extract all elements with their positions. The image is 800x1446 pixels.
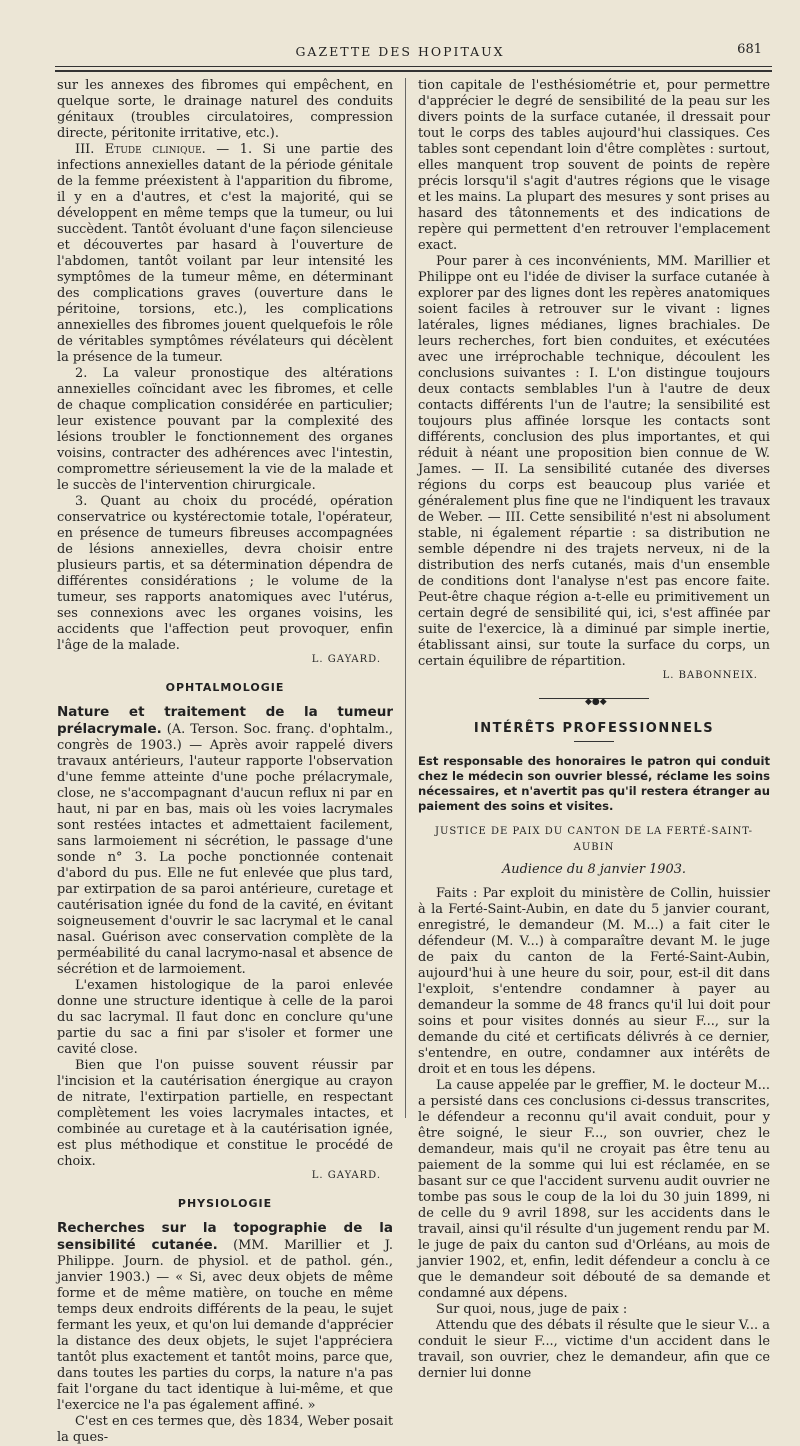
article-paragraph (57, 1220, 393, 1414)
paragraph: Pour parer à ces inconvénients, MM. Marillier et Philippe ont eu l'idée de diviser la surface cutanée à explorer par des lignes dont les repères anatomiques soient faciles à retrouver sur le vivant : lignes latérales, lignes médianes, lignes brachiales. De leurs recherches, fort bien conduites, et exécutées avec une irréprochable technique, découlent les conclusions suivantes : I. L'on distingue toujours deux contacts semblables l'un à l'autre de deux contacts différents l'un de l'autre; la sensibilité est toujours plus affinée lorsque les contacts sont différents, conclusion des plus importantes, et qui réduit à néant une proposition bien connue de W. James. — II. La sensibilité cutanée des diverses régions du corps est beaucoup plus variée et généralement plus fine que ne l'indiquent les travaux de Weber. — III. Cette sensibilité n'est ni absolument stable, ni également répartie : sa distribution ne semble dépendre ni des trajets nerveux, ni de la distribution des nerfs cutanés, mais d'un ensemble de conditions dont l'analyse n'est pas encore faite. Peut-être chaque région a-t-elle eu primitivement un certain degré de sensibilité qui, ici, s'est affinée par suite de l'exercice, là a diminué par simple inertie, établissant ainsi, sur toute la surface du corps, un certain équilibre de répartition. (418, 254, 770, 669)
article-text: (MM. Marillier et J. Philippe. Journ. de physiol. et de pathol. gén., janvier 1903.) — « Si, avec deux objets de même forme et de même matière, on touche en même temps deux endroits différents de la peau, le sujet fermant les yeux, et qu'on lui demande d'apprécier la distance des deux objets, le sujet l'appréciera tantôt plus exactement et tantôt moins, parce que, dans toutes les parties du corps, la nature n'a pas fait l'organe du tact identique à lui-même, et que l'exercice ne l'a pas également affiné. » (57, 1238, 393, 1413)
section-heading-interets: INTÉRÊTS PROFESSIONNELS (473, 721, 715, 736)
paragraph-text: — 1. Si une partie des infections annexielles datant de la période génitale de la femme préexistent à l'apparition du fibrome, il y en a d'autres, et c'est la majorité, qui se développent en même temps que la tumeur, ou lui succèdent. Tantôt évoluant d'une façon silencieuse et découvertes par hasard à l'ouverture de l'abdomen, tantôt voilant par leur intensité les symptômes de la tumeur même, en déterminant des complications graves (ouverture dans le péritoine, torsions, etc.), les complications annexielles des fibromes jouent quelquefois le rôle de véritables symptômes révélateurs qui décèlent la présence de la tumeur. (57, 142, 393, 365)
section-heading-physiologie: PHYSIOLOGIE (177, 1197, 273, 1210)
paragraph: Attendu que des débats il résulte que le sieur V... a conduit le sieur F..., victime d'un accident dans le travail, son ouvrier, chez le demandeur, afin que ce dernier lui donne (418, 1318, 770, 1381)
court-name: JUSTICE DE PAIX DU CANTON DE LA FERTÉ-SAINT-AUBIN (434, 826, 754, 853)
paragraph (57, 142, 393, 366)
paragraph: 3. Quant au choix du procédé, opération conservatrice ou kystérectomie totale, l'opérateur, en présence de tumeurs fibreuses accompagnées de lésions annexielles, devra choisir entre plusieurs partis, et sa détermination dépendra de différentes considérations ; le volume de la tumeur, ses rapports anatomiques avec l'utérus, ses connexions avec les organes voisins, les accidents que l'affection peut provoquer, enfin l'âge de la malade. (57, 494, 393, 653)
left-column (57, 78, 393, 1446)
article-reference: (A. Terson. Soc. franç. d'ophtalm., congrès de 1903.) — (57, 722, 393, 753)
article-paragraph (57, 704, 393, 978)
paragraph: La cause appelée par le greffier, M. le docteur M... a persisté dans ces conclusions ci-dessus transcrites, le défendeur a reconnu qu'il avait conduit, pour y être soigné, le sieur F..., son ouvrier, chez le demandeur, mais qu'il ne croyait pas être tenu au paiement de la somme qui lui est réclamée, en se basant sur ce que l'accident survenu audit ouvrier ne tombe pas sous le coup de la loi du 30 juin 1899, ni de celle du 9 avril 1898, sur les accidents dans le travail, ainsi qu'il résulte d'un jugement rendu par M. le juge de paix du canton sud d'Orléans, au mois de janvier 1902, et, enfin, ledit défendeur a conclu à ce que le demandeur soit débouté de sa demande et condamné aux dépens. (418, 1078, 770, 1301)
author-signature: L. GAYARD. (311, 1170, 381, 1181)
page-number: 681 (737, 42, 762, 57)
ornamental-divider (539, 698, 649, 705)
author-signature: L. BABONNEIX. (662, 670, 758, 681)
hearing-date: Audience du 8 janvier 1903. (502, 862, 686, 877)
right-column (418, 78, 770, 1382)
paragraph: tion capitale de l'esthésiométrie et, pour permettre d'apprécier le degré de sensibilité de la peau sur les divers points de la surface cutanée, il dressait pour tout le corps des tables aujourd'hui classiques. Ces tables sont cependant loin d'être complètes : surtout, elles manquent trop souvent de points de repère précis lorsqu'il s'agit d'autres régions que le visage et les mains. La plupart des mesures y sont prises au hasard des tâtonnements et des indications de repère qui permettent d'en retrouver l'emplacement exact. (418, 78, 770, 253)
page-header (30, 40, 770, 62)
paragraph: Bien que l'on puisse souvent réussir par l'incision et la cautérisation énergique au crayon de nitrate, l'extirpation partielle, en respectant complètement les voies lacrymales intactes, et combinée au curetage et à la cautérisation ignée, est plus méthodique et constitue le procédé de choix. (57, 1058, 393, 1169)
article-title: Recherches sur la topographie de la sensibilité cutanée. (57, 1220, 393, 1253)
paragraph: L'examen histologique de la paroi enlevée donne une structure identique à celle de la paroi du sac lacrymal. Il faut donc en conclure qu'une partie du sac a fini par s'isoler et former une cavité close. (57, 978, 393, 1057)
header-rule-thick (55, 70, 772, 72)
section-heading-ophtalmologie: OPHTALMOLOGIE (165, 681, 285, 694)
paragraph: Sur quoi, nous, juge de paix : (436, 1302, 628, 1317)
paragraph: sur les annexes des fibromes qui empêchent, en quelque sorte, le drainage naturel des conduits génitaux (troubles circulatoires, compression directe, péritonite irritative, etc.). (57, 78, 393, 141)
paragraph: 2. La valeur pronostique des altérations annexielles coïncidant avec les fibromes, et celle de chaque complication considérée en particulier; leur existence pouvant par la complexité des lésions troubler le fonctionnement des organes voisins, contracter des adhérences avec l'intestin, compromettre sérieusement la vie de la malade et le succès de l'intervention chirurgicale. (57, 366, 393, 493)
legal-question-heading: Est responsable des honoraires le patron qui conduit chez le médecin son ouvrier blessé, réclame les soins nécessaires, et n'avertit pas qu'il restera étranger au paiement des soins et visites. (418, 754, 770, 813)
journal-title: GAZETTE DES HOPITAUX (295, 44, 505, 59)
paragraph: Faits : Par exploit du ministère de Collin, huissier à la Ferté-Saint-Aubin, en date du 5 janvier courant, enregistré, le demandeur (M. M...) a fait citer le défendeur (M. V...) à comparaître devant M. le juge de paix du canton de la Ferté-Saint-Aubin, aujourd'hui à une heure du soir, pour, est-il dit dans l'exploit, s'entendre condamner à payer au demandeur la somme de 48 francs qu'il lui doit pour soins et pour visites donnés au sieur F..., sur la demande du cité et certificats délivrés à ce dernier, s'entendre, en outre, condamner aux intérêts de droit et en tous les dépens. (418, 886, 770, 1077)
section-label: III. Etude clinique. (75, 142, 206, 157)
short-rule (574, 741, 614, 742)
ornament-glyph: ◆●◆ (585, 697, 607, 707)
author-signature: L. GAYARD. (311, 654, 381, 665)
header-rule-thin (55, 66, 772, 67)
article-title: Nature et traitement de la tumeur prélacrymale. (57, 704, 393, 737)
article-text: Après avoir rappelé divers travaux antérieurs, l'auteur rapporte l'observation d'une femme atteinte d'une poche prélacrymale, close, ne s'accompagnant d'aucun reflux ni par en haut, ni par en bas, mais où les voies lacrymales sont restées intactes et admettaient facilement, sans larmoiement ni sécrétion, le passage d'une sonde n° 3. La poche ponctionnée contenait d'abord du pus. Elle ne fut enlevée que plus tard, par extirpation de sa paroi antérieure, curetage et cautérisation ignée du fond de la cavité, en évitant soigneusement d'ouvrir le sac lacrymal et le canal nasal. Guérison avec conservation complète de la perméabilité du canal lacrymo-nasal et absence de sécrétion et de larmoiement. (57, 738, 394, 977)
column-divider (405, 78, 406, 1118)
paragraph: C'est en ces termes que, dès 1834, Weber posait la ques- (57, 1414, 393, 1445)
